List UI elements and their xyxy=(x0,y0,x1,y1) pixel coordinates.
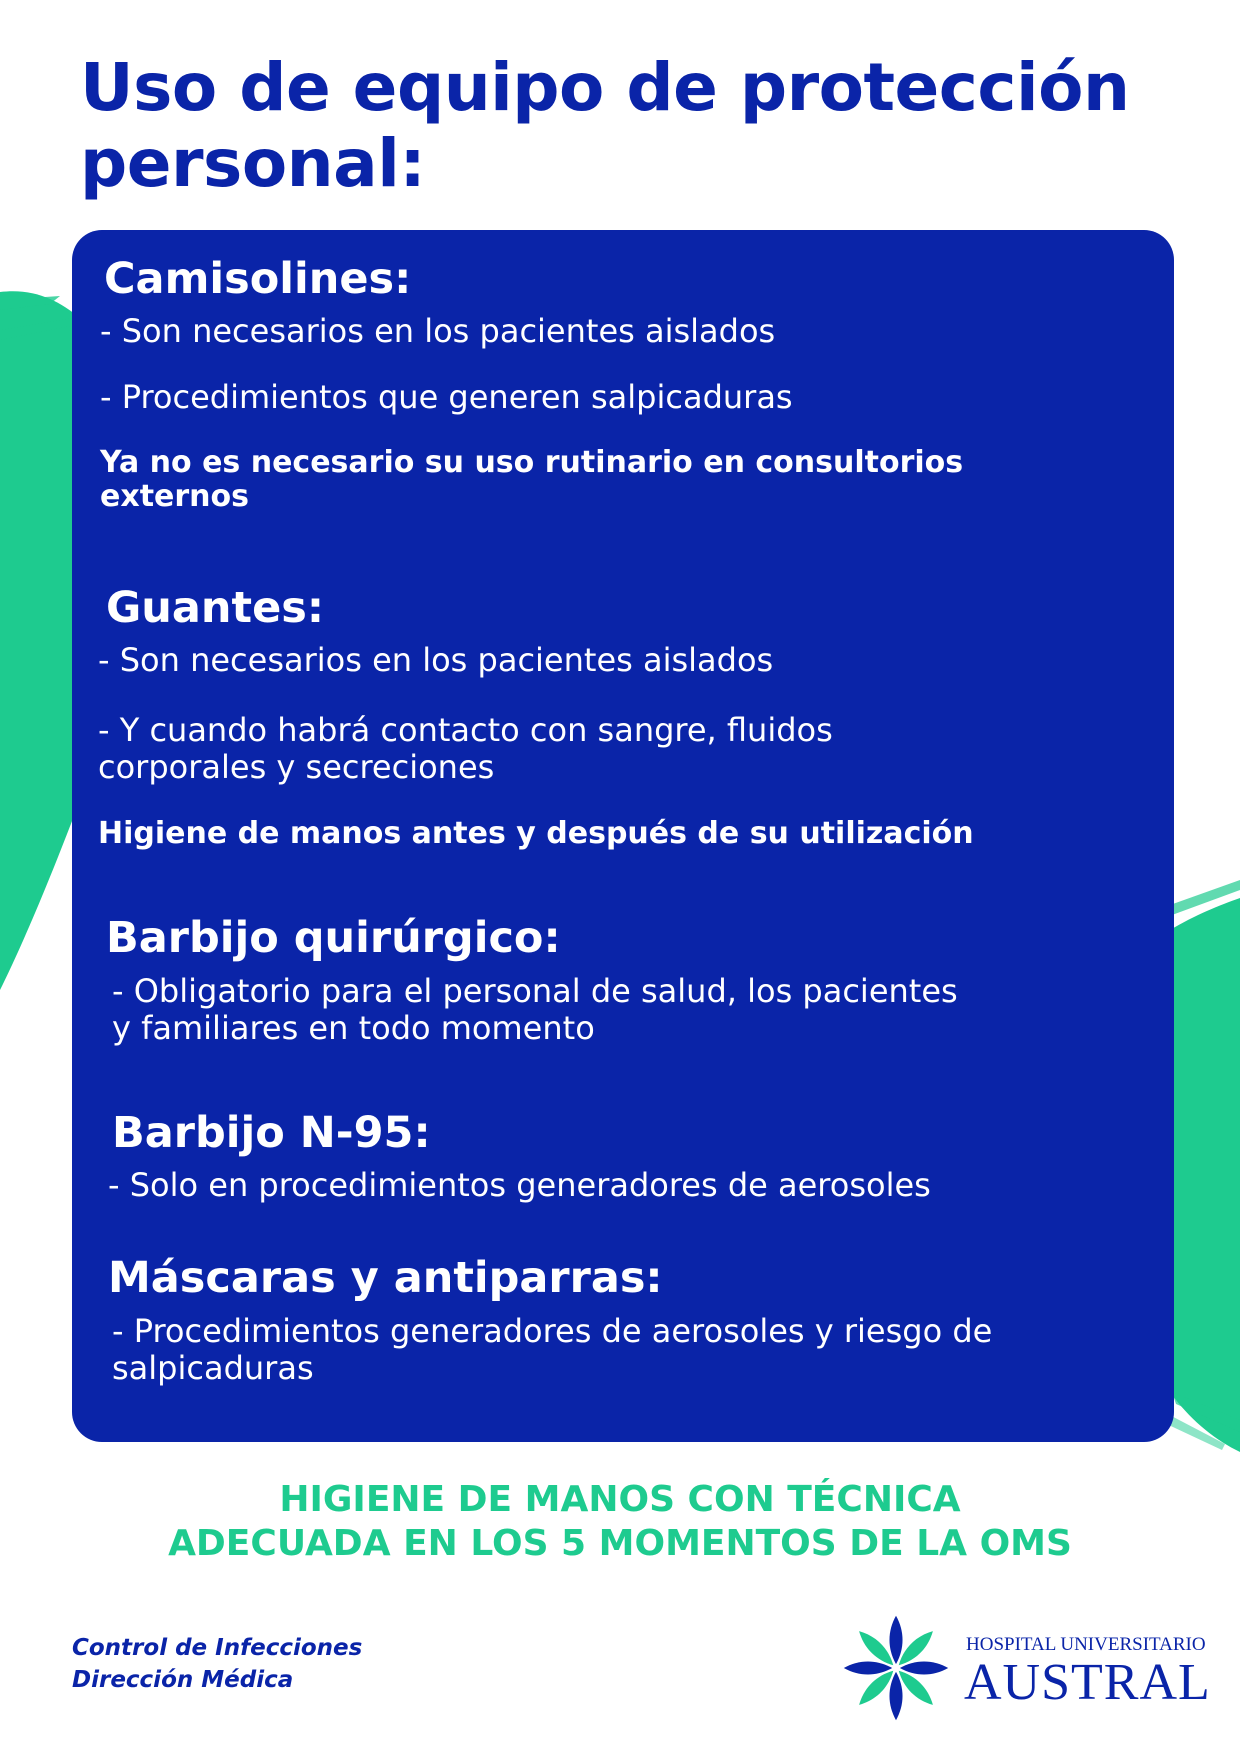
logo-subtitle: HOSPITAL UNIVERSITARIO xyxy=(966,1634,1206,1655)
hand-hygiene-callout xyxy=(0,1478,1240,1566)
page-title-line-1: Uso de equipo de protección xyxy=(80,49,1130,126)
footer-line-1: Control de Infecciones xyxy=(72,1635,363,1661)
section-heading-guantes: Guantes: xyxy=(106,583,325,633)
section-heading-mascaras-antiparras: Máscaras y antiparras: xyxy=(108,1253,663,1303)
list-item: - Son necesarios en los pacientes aislados xyxy=(98,641,774,679)
logo-wordmark: AUSTRAL xyxy=(964,1654,1211,1711)
list-item: - Son necesarios en los pacientes aislados xyxy=(100,312,776,350)
section-note-continued: externos xyxy=(100,479,250,514)
section-heading-camisolines: Camisolines: xyxy=(104,254,412,304)
section-heading-barbijo-quirurgico: Barbijo quirúrgico: xyxy=(106,913,561,963)
protection-equipment-card xyxy=(72,230,1174,1442)
list-item: - Procedimientos que generen salpicaduras xyxy=(100,378,793,416)
page-title-line-2: personal: xyxy=(80,125,426,202)
list-item-continued: y familiares en todo momento xyxy=(112,1009,595,1047)
flower-icon xyxy=(838,1610,954,1726)
list-item-continued: salpicaduras xyxy=(112,1349,314,1387)
callout-line-2: ADECUADA EN LOS 5 MOMENTOS DE LA OMS xyxy=(168,1523,1072,1564)
list-item: - Y cuando habrá contacto con sangre, fluidos xyxy=(98,711,833,749)
list-item: - Procedimientos generadores de aerosoles y riesgo de xyxy=(112,1312,993,1350)
list-item: - Obligatorio para el personal de salud, los pacientes xyxy=(112,972,958,1010)
footer-department xyxy=(72,1632,362,1696)
hospital-logo xyxy=(838,1610,1211,1726)
section-heading-barbijo-n95: Barbijo N-95: xyxy=(112,1108,431,1158)
list-item-continued: corporales y secreciones xyxy=(98,748,495,786)
footer-line-2: Dirección Médica xyxy=(72,1667,294,1693)
section-note: Higiene de manos antes y después de su utilización xyxy=(98,816,974,851)
list-item: - Solo en procedimientos generadores de aerosoles xyxy=(108,1166,931,1204)
section-note: Ya no es necesario su uso rutinario en consultorios xyxy=(100,445,964,480)
callout-line-1: HIGIENE DE MANOS CON TÉCNICA xyxy=(279,1479,961,1520)
page-title xyxy=(80,50,1130,202)
